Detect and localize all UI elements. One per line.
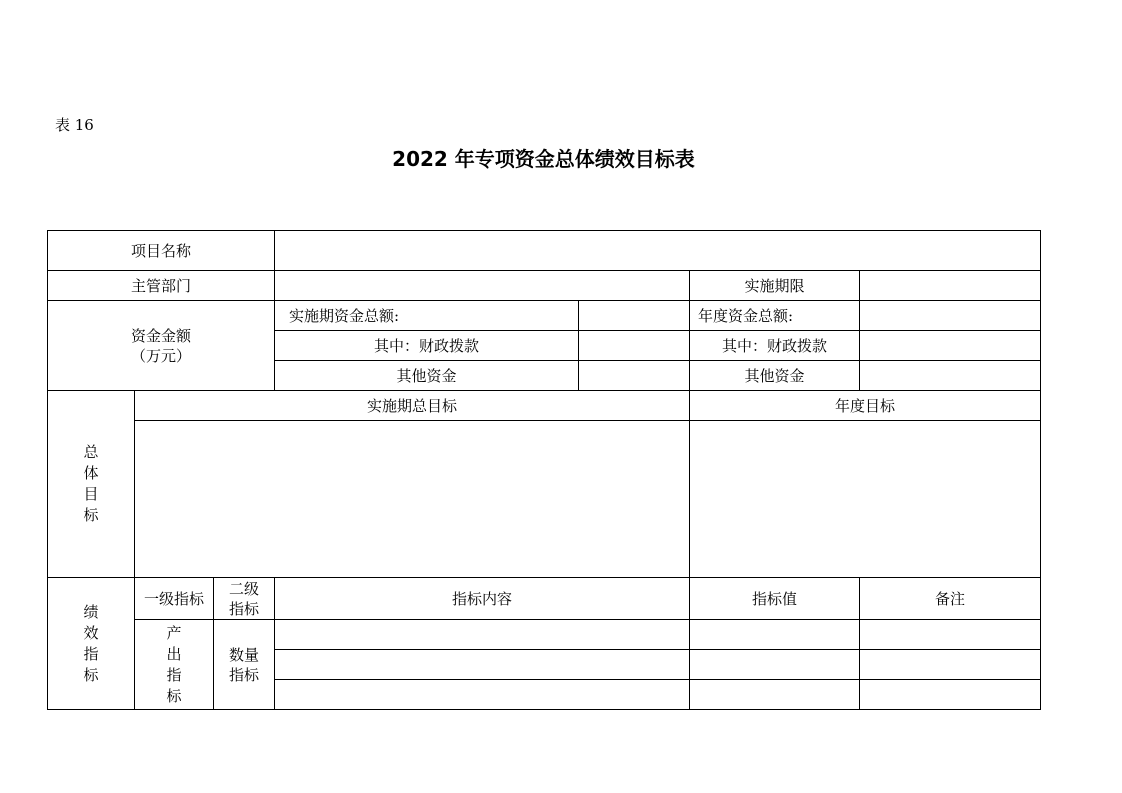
annual-other-label: 其他资金	[690, 361, 860, 391]
overall-goal-char: 总	[83, 443, 99, 461]
level1-header: 一级指标	[135, 578, 214, 620]
overall-goal-label	[48, 391, 135, 578]
period-other-label: 其他资金	[275, 361, 579, 391]
indicator-value-field[interactable]	[690, 620, 860, 650]
indicator-content-field[interactable]	[275, 620, 690, 650]
annual-fiscal-label: 其中：财政拨款	[690, 331, 860, 361]
period-total-field[interactable]	[579, 301, 690, 331]
table-number: 表 16	[55, 116, 94, 134]
period-fiscal-label: 其中：财政拨款	[275, 331, 579, 361]
perf-indicator-char: 指	[83, 644, 99, 663]
page-title: 2022 年专项资金总体绩效目标表	[392, 147, 695, 171]
overall-goal-char: 目	[83, 485, 99, 503]
perf-indicator-char: 绩	[83, 602, 99, 621]
indicator-value-field[interactable]	[690, 680, 860, 710]
period-other-field[interactable]	[579, 361, 690, 391]
funds-label	[48, 301, 275, 391]
level2-header	[214, 578, 275, 620]
project-name-label: 项目名称	[48, 231, 275, 271]
output-indicator-char: 指	[166, 665, 182, 684]
period-fiscal-field[interactable]	[579, 331, 690, 361]
period-goal-field[interactable]	[135, 421, 690, 578]
quantity-line2: 指标	[229, 665, 260, 684]
output-indicator-char: 标	[166, 686, 182, 705]
department-field[interactable]	[275, 271, 690, 301]
period-total-label: 实施期资金总额:	[275, 301, 579, 331]
output-indicator-char: 产	[166, 623, 182, 642]
annual-goal-field[interactable]	[690, 421, 1041, 578]
level2-header-line2: 指标	[229, 599, 260, 618]
indicator-remark-field[interactable]	[860, 650, 1041, 680]
value-header: 指标值	[690, 578, 860, 620]
overall-goal-char: 体	[83, 464, 99, 482]
indicator-value-field[interactable]	[690, 650, 860, 680]
quantity-indicator-label	[214, 620, 275, 710]
annual-total-field[interactable]	[860, 301, 1041, 331]
level2-header-line1: 二级	[229, 579, 260, 598]
department-label: 主管部门	[48, 271, 275, 301]
output-indicator-label	[135, 620, 214, 710]
remark-header: 备注	[860, 578, 1041, 620]
funds-label-line2: （万元）	[131, 346, 192, 365]
funds-label-line1: 资金金额	[131, 326, 192, 345]
indicator-remark-field[interactable]	[860, 680, 1041, 710]
content-header: 指标内容	[275, 578, 690, 620]
annual-other-field[interactable]	[860, 361, 1041, 391]
perf-indicator-char: 标	[83, 665, 99, 684]
output-indicator-char: 出	[166, 644, 182, 663]
quantity-line1: 数量	[229, 645, 260, 664]
period-goal-header: 实施期总目标	[135, 391, 690, 421]
performance-goal-table	[47, 230, 1041, 710]
table-row	[48, 620, 1041, 650]
perf-indicator-char: 效	[83, 623, 99, 642]
indicator-remark-field[interactable]	[860, 620, 1041, 650]
overall-goal-char: 标	[83, 506, 99, 524]
annual-total-label: 年度资金总额:	[690, 301, 860, 331]
annual-goal-header: 年度目标	[690, 391, 1041, 421]
project-name-field[interactable]	[275, 231, 1041, 271]
annual-fiscal-field[interactable]	[860, 331, 1041, 361]
period-label: 实施期限	[690, 271, 860, 301]
indicator-content-field[interactable]	[275, 650, 690, 680]
period-field[interactable]	[860, 271, 1041, 301]
perf-indicator-label	[48, 578, 135, 710]
indicator-content-field[interactable]	[275, 680, 690, 710]
